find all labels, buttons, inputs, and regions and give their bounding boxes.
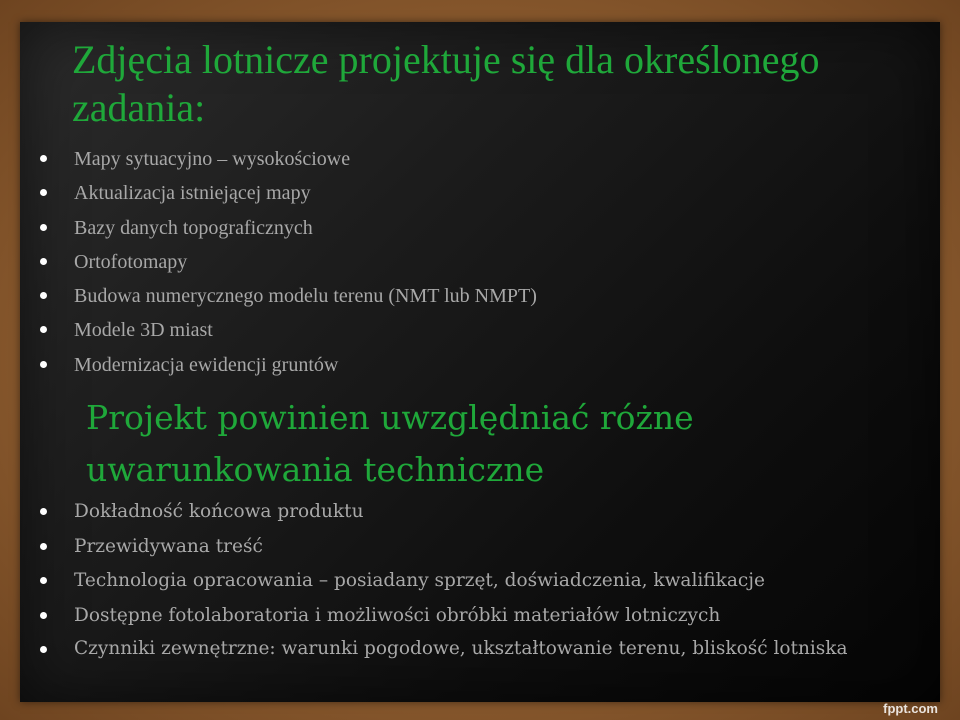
list-item	[38, 634, 898, 663]
list-item-text: Czynniki zewnętrzne: warunki pogodowe, ukształtowanie terenu, bliskość lotniska	[74, 638, 848, 659]
list-item	[38, 600, 898, 632]
bullet-icon	[40, 361, 47, 368]
bullet-icon	[40, 224, 47, 231]
list-item	[38, 313, 898, 347]
bullet-icon	[40, 543, 47, 550]
list-item-text: Mapy sytuacyjno – wysokościowe	[74, 148, 351, 170]
slide-title-primary: Zdjęcia lotnicze projektuje się dla określonego zadania:	[72, 37, 820, 130]
list-item	[38, 565, 898, 597]
fppt-watermark: fppt.com	[883, 701, 938, 716]
bullet-icon	[40, 612, 47, 619]
bullet-icon	[40, 646, 47, 653]
bullet-icon	[40, 292, 47, 299]
list-item-text: Przewidywana treść	[74, 535, 263, 557]
list-item-text: Budowa numerycznego modelu terenu (NMT lub NMPT)	[74, 285, 537, 308]
bullet-icon	[40, 189, 47, 196]
bullet-icon	[40, 508, 47, 515]
bullet-list-tasks	[38, 142, 898, 382]
list-item-text: Dokładność końcowa produktu	[74, 501, 364, 522]
list-item	[38, 496, 898, 528]
list-item-text: Dostępne fotolaboratoria i możliwości obróbki materiałów lotniczych	[74, 604, 721, 626]
bullet-icon	[40, 155, 47, 162]
bullet-list-conditions	[38, 496, 898, 666]
list-item-text: Technologia opracowania – posiadany sprzęt, doświadczenia, kwalifikacje	[74, 570, 765, 591]
list-item-text: Aktualizacja istniejącej mapy	[74, 182, 311, 205]
list-item-text: Bazy danych topograficznych	[74, 216, 313, 239]
list-item	[38, 142, 898, 176]
list-item	[38, 279, 898, 313]
list-item-text: Modele 3D miast	[74, 319, 213, 342]
list-item	[38, 176, 898, 210]
list-item	[38, 211, 898, 245]
list-item	[38, 348, 898, 382]
list-item	[38, 531, 898, 563]
bullet-icon	[40, 258, 47, 265]
list-item-text: Modernizacja ewidencji gruntów	[74, 353, 339, 376]
bullet-icon	[40, 326, 47, 333]
list-item-text: Ortofotomapy	[74, 250, 188, 273]
slide-title-secondary: Projekt powinien uwzględniać różne uwarunkowania techniczne	[86, 398, 694, 489]
bullet-icon	[40, 577, 47, 584]
list-item	[38, 245, 898, 279]
